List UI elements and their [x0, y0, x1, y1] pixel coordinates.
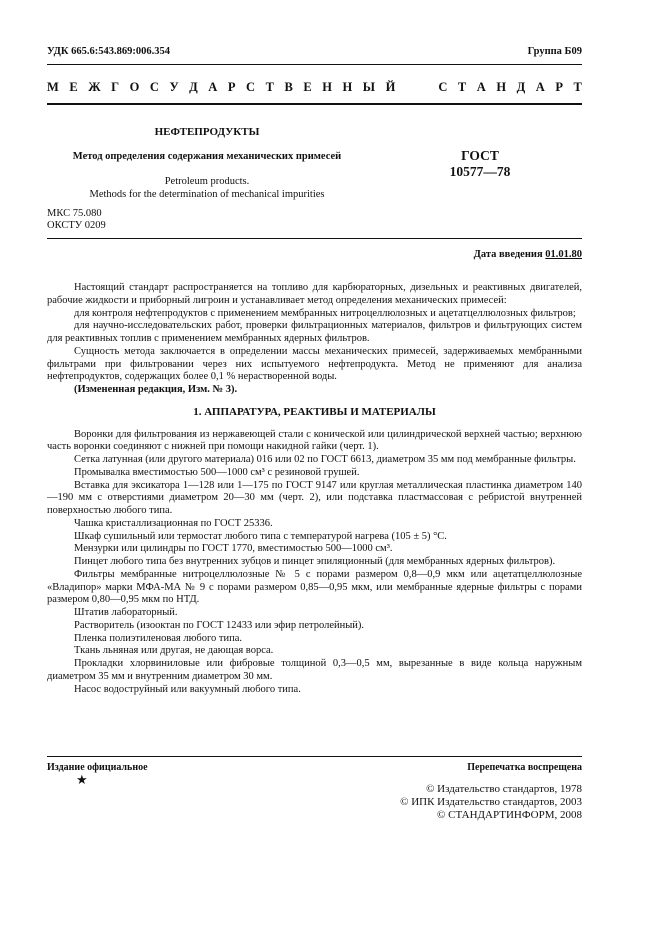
paragraph: Промывалка вместимостью 500—1000 см³ с резиновой грушей.	[74, 466, 360, 478]
classification-codes	[47, 208, 106, 232]
paragraph: Пинцет любого типа без внутренних зубцов и пинцет эпиляционный (для мембранных ядерных фильтров).	[74, 556, 556, 567]
banner-letter: Е	[69, 79, 78, 94]
copyright-block	[400, 783, 582, 822]
section-heading: 1. АППАРАТУРА, РЕАКТИВЫ И МАТЕРИАЛЫ	[193, 405, 436, 418]
english-title-line: Methods for the determination of mechanical impurities	[89, 189, 325, 200]
paragraph: Ткань льняная или другая, не дающая ворса.	[74, 645, 274, 657]
paragraph: Шкаф сушильный или термостат любого типа с температурой нагрева (105 ± 5) °С.	[74, 530, 447, 542]
okstu-code: ОКСТУ 0209	[47, 220, 106, 231]
method-title: Метод определения содержания механических примесей	[72, 151, 342, 162]
title-divider	[47, 238, 582, 239]
banner-letter: С	[246, 79, 256, 94]
banner-letter: Е	[303, 79, 312, 94]
banner-letter: С	[149, 79, 159, 94]
paragraph: Растворитель (изооктан по ГОСТ 12433 или эфир петролейный).	[74, 619, 365, 631]
official-edition-label: Издание официальное	[47, 762, 148, 773]
paragraph: Вставка для эксикатора 1—128 или 1—175 по ГОСТ 9147 или круглая металлическая пластинка диаметром 140—190 мм с отверстиями диаметром 20—30 мм (черт. 2), или подставка пластмассовая с ребристой внутренней поверхностью любого типа.	[47, 479, 582, 516]
paragraph: Воронки для фильтрования из нержавеющей стали с конической или цилиндрической верхней частью; верхнюю часть воронки соединяют с нижней при помощи накидной гайки (черт. 1).	[47, 428, 582, 453]
introduction-date	[474, 249, 582, 260]
banner-letter: М	[47, 79, 59, 94]
paragraph: Насос водоструйный или вакуумный любого типа.	[74, 683, 301, 695]
paragraph: Пленка полиэтиленовая любого типа.	[74, 632, 243, 644]
banner-letter: Д	[189, 79, 198, 94]
group-code: Группа Б09	[527, 46, 582, 57]
interstate-standard-banner	[47, 78, 582, 96]
paragraph: для научно-исследовательских работ, проверки фильтрационных материалов, фильтров и фильтрующих систем для реактивных топлив с применением мембранных ядерных фильтров.	[47, 320, 582, 344]
banner-letter: А	[476, 79, 486, 94]
banner-divider	[47, 103, 582, 105]
footer-divider	[47, 756, 582, 757]
product-title: НЕФТЕПРОДУКТЫ	[154, 126, 260, 138]
document-body	[47, 282, 582, 696]
copyright-line: © Издательство стандартов, 1978	[426, 783, 582, 795]
copyright-line: © ИПК Издательство стандартов, 2003	[400, 796, 582, 808]
banner-letter: Т	[573, 79, 582, 94]
banner-letter: Р	[555, 79, 563, 94]
banner-letter: У	[169, 79, 179, 94]
banner-letter: Ж	[88, 79, 101, 94]
copyright-line: © СТАНДАРТИНФОРМ, 2008	[437, 809, 582, 821]
reprint-prohibited-label: Перепечатка воспрещена	[467, 762, 582, 773]
banner-letter: Н	[342, 79, 353, 94]
paragraph: Сущность метода заключается в определении массы механических примесей, задерживаемых мембранными фильтрами при фильтровании через них испытуемого нефтепродукта. Метод не применяют для анализа нефтепродуктов, содержащих более 0,1 % нерастворенной воды.	[47, 345, 582, 383]
banner-letter: Д	[516, 79, 526, 94]
banner-letter: Т	[265, 79, 274, 94]
paragraph: Штатив лабораторный.	[74, 607, 178, 618]
star-icon: ★	[76, 772, 88, 787]
banner-letter: Н	[322, 79, 332, 94]
paragraph: Чашка кристаллизационная по ГОСТ 25336.	[74, 517, 273, 529]
banner-letter: В	[284, 79, 293, 94]
banner-letter: А	[535, 79, 545, 94]
banner-letter: А	[208, 79, 218, 94]
english-title-line: Petroleum products.	[164, 176, 250, 187]
date-label: Дата введения	[473, 249, 543, 260]
banner-letter: Р	[227, 79, 236, 94]
banner-letter: Т	[457, 79, 467, 94]
gost-label: ГОСТ	[461, 148, 499, 163]
paragraph: для контроля нефтепродуктов с применением мембранных нитроцеллюлозных и ацетатцеллюлозных фильтров;	[74, 307, 576, 319]
paragraph: Фильтры мембранные нитроцеллюлозные № 5 с порами размером 0,8—0,9 мкм или ацетатцеллюлозные «Владипор» марки МФА-МА № 9 с порами размером 0,85—0,95 мкм, или мембранные ядерные фильтры с порами размером 0,80—0,95 мкм по НТД.	[47, 568, 582, 606]
banner-letter: Ы	[362, 79, 376, 94]
paragraph: Мензурки или цилиндры по ГОСТ 1770, вместимостью 500—1000 см³.	[74, 543, 393, 555]
top-divider	[47, 64, 582, 65]
paragraph: Прокладки хлорвиниловые или фибровые толщиной 0,3—0,5 мм, вырезанные в виде кольца наружным диаметром 35 мм и внутренним диаметром 30 мм.	[47, 658, 582, 682]
udc-code: УДК 665.6:543.869:006.354	[47, 46, 170, 57]
banner-letter: С	[438, 79, 448, 94]
banner-letter: Н	[496, 79, 507, 94]
gost-number	[420, 148, 540, 180]
banner-letter: О	[129, 79, 140, 94]
gost-code: 10577—78	[449, 164, 511, 179]
paragraph: Настоящий стандарт распространяется на топливо для карбюраторных, дизельных и реактивных двигателей, рабочие жидкости и приборный лигроин и устанавливает метод определения механических примесей:	[47, 282, 582, 306]
amendment-note: (Измененная редакция, Изм. № 3).	[74, 384, 238, 395]
banner-letter: Г	[111, 79, 120, 94]
date-value: 01.01.80	[545, 249, 582, 260]
english-title	[47, 175, 367, 201]
mks-code: МКС 75.080	[47, 208, 102, 219]
paragraph: Сетка латунная (или другого материала) 016 или 02 по ГОСТ 6613, диаметром 35 мм под мембранные фильтры.	[74, 454, 576, 465]
banner-letter: Й	[385, 79, 396, 94]
